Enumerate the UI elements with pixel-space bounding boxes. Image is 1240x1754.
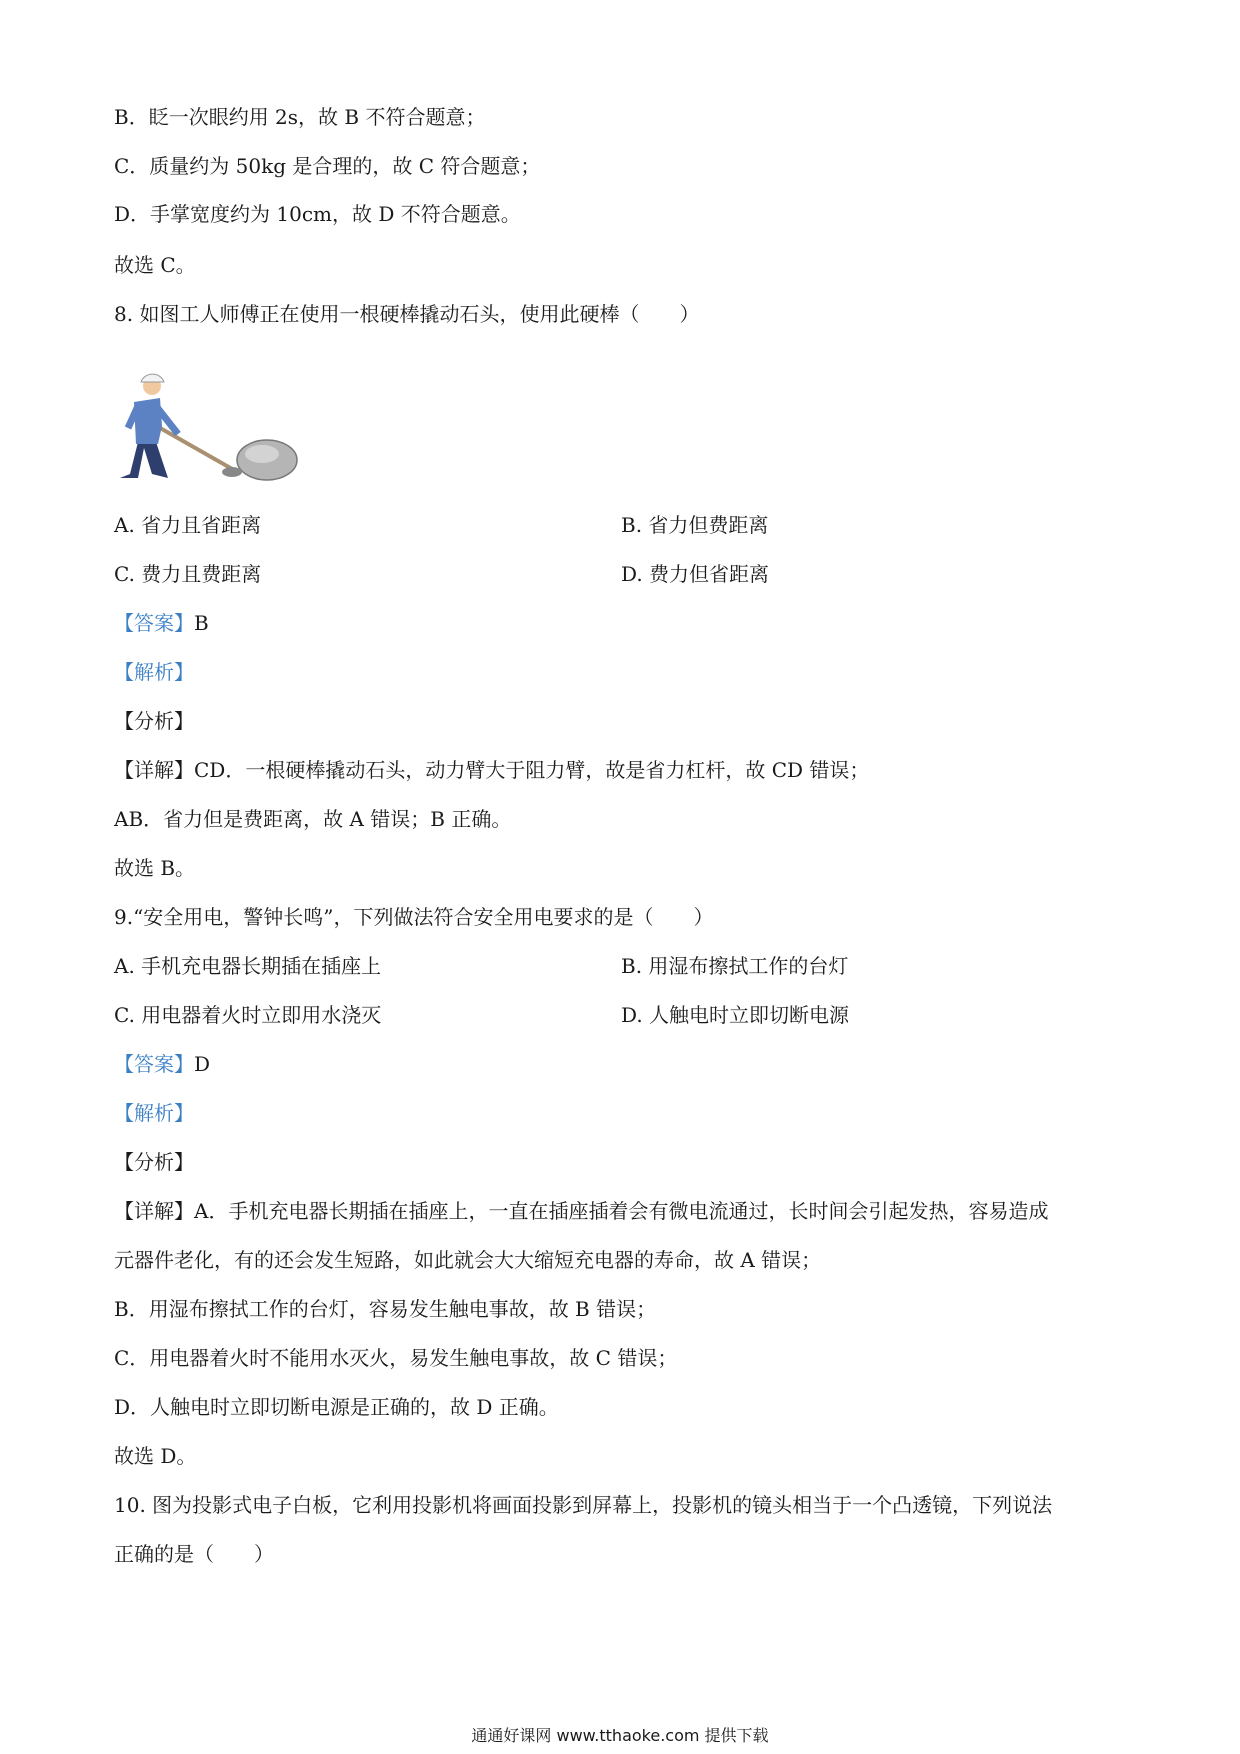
fenxi-tag: 【分析】 (114, 1150, 194, 1174)
detail-line (114, 1197, 1048, 1225)
question-10-stem-cont: 正确的是（ ） (114, 1542, 274, 1566)
answer-line (114, 609, 209, 637)
detail-line (114, 756, 869, 784)
text-line: 故选 C。 (114, 253, 196, 277)
answer-line (114, 1050, 210, 1078)
text-line: D．手掌宽度约为 10cm，故 D 不符合题意。 (114, 202, 521, 226)
option-b: B. 用湿布擦拭工作的台灯 (621, 954, 849, 978)
option-a: A. 手机充电器长期插在插座上 (114, 954, 382, 978)
detail-line: B．用湿布擦拭工作的台灯，容易发生触电事故，故 B 错误； (114, 1297, 657, 1321)
answer-tag: 【答案】 (114, 1052, 194, 1076)
detail-tag: 【详解】 (114, 758, 194, 782)
conclusion-line: 故选 B。 (114, 856, 196, 880)
option-c: C. 费力且费距离 (114, 562, 262, 586)
text-line: B．眨一次眼约用 2s，故 B 不符合题意； (114, 105, 486, 129)
fenxi-tag: 【分析】 (114, 709, 194, 733)
rock-highlight (245, 445, 279, 463)
worker-legs (120, 442, 168, 478)
option-d: D. 人触电时立即切断电源 (621, 1003, 850, 1027)
option-c: C. 用电器着火时立即用水浇灭 (114, 1003, 382, 1027)
detail-text: CD．一根硬棒撬动石头，动力臂大于阻力臂，故是省力杠杆，故 CD 错误； (194, 758, 870, 782)
analysis-tag: 【解析】 (114, 1101, 194, 1125)
detail-line: C．用电器着火时不能用水灭火，易发生触电事故，故 C 错误； (114, 1346, 678, 1370)
answer-tag: 【答案】 (114, 611, 194, 635)
text-line: C．质量约为 50kg 是合理的，故 C 符合题意； (114, 154, 541, 178)
detail-line: D．人触电时立即切断电源是正确的，故 D 正确。 (114, 1395, 559, 1419)
conclusion-line: 故选 D。 (114, 1444, 197, 1468)
fulcrum-stone (222, 467, 242, 477)
option-b: B. 省力但费距离 (621, 513, 769, 537)
hard-hat (141, 374, 164, 382)
question-8-stem: 8. 如图工人师傅正在使用一根硬棒撬动石头，使用此硬棒（ ） (114, 302, 700, 326)
detail-tag: 【详解】 (114, 1199, 194, 1223)
detail-text: A．手机充电器长期插在插座上，一直在插座插着会有微电流通过，长时间会引起发热，容易造成 (194, 1199, 1049, 1223)
answer-value: B (194, 611, 209, 635)
question-9-stem: 9.“安全用电，警钟长鸣”，下列做法符合安全用电要求的是（ ） (114, 905, 714, 929)
detail-line: AB．省力但是费距离，故 A 错误；B 正确。 (114, 807, 512, 831)
question-10-stem: 10. 图为投影式电子白板，它利用投影机将画面投影到屏幕上，投影机的镜头相当于一个凸透镜，下列说法 (114, 1493, 1053, 1517)
worker-lever-figure (112, 362, 322, 487)
analysis-tag: 【解析】 (114, 660, 194, 684)
page-footer: 通通好课网 www.tthaoke.com 提供下载 (471, 1726, 769, 1745)
option-a: A. 省力且省距离 (114, 513, 262, 537)
option-d: D. 费力但省距离 (621, 562, 770, 586)
answer-value: D (194, 1052, 211, 1076)
detail-line: 元器件老化，有的还会发生短路，如此就会大大缩短充电器的寿命，故 A 错误； (114, 1248, 822, 1272)
